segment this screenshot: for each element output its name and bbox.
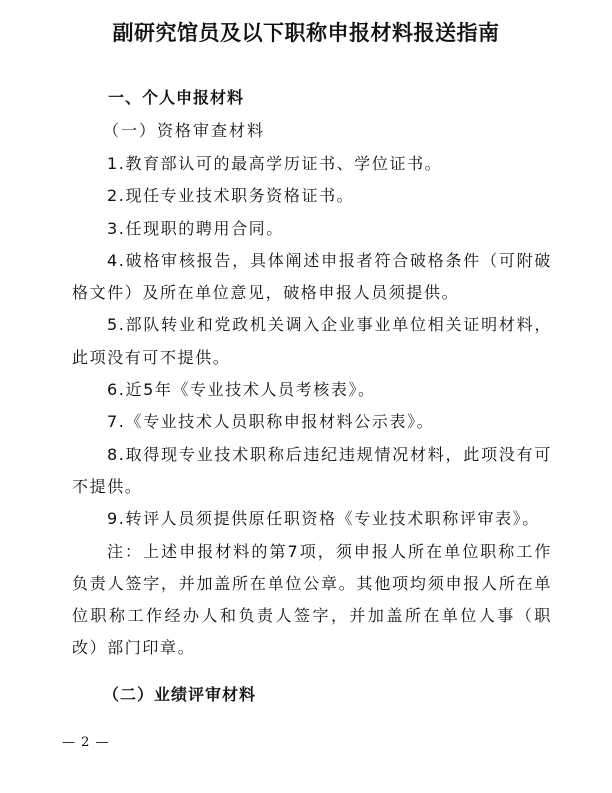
page-number: — 2 — [62, 735, 110, 750]
list-item-3: 3.任现职的聘用合同。 [107, 218, 284, 238]
subsection-heading-qualification-review: （一）资格审查材料 [103, 121, 266, 140]
subsection-heading-performance-review: （二）业绩评审材料 [103, 685, 257, 704]
list-item-2: 2.现任专业技术职务资格证书。 [107, 186, 355, 206]
section-heading-personal-materials: 一、个人申报材料 [108, 88, 245, 107]
list-item-7: 7.《专业技术人员职称申报材料公示表》。 [107, 412, 435, 432]
list-item-9: 9.转评人员须提供原任职资格《专业技术职称评审表》。 [107, 509, 540, 529]
materials-note: 注：上述申报材料的第7项，须申报人所在单位职称工作负责人签字，并加盖所在单位公章。其他项均须申报人所在单位职称工作经办人和负责人签字，并加盖所在单位人事（职改）部门印章。 [72, 541, 552, 658]
qualification-materials-list [72, 148, 552, 665]
list-item-4: 4.破格审核报告，具体阐述申报者符合破格条件（可附破格文件）及所在单位意见，破格申报人员须提供。 [72, 250, 552, 303]
list-item-5: 5.部队转业和党政机关调入企业事业单位相关证明材料，此项没有可不提供。 [72, 315, 552, 367]
list-item-1: 1.教育部认可的最高学历证书、学位证书。 [107, 154, 443, 173]
page-title: 副研究馆员及以下职称申报材料报送指南 [112, 20, 500, 45]
list-item-6: 6.近5年《专业技术人员考核表》。 [107, 380, 376, 400]
list-item-8: 8.取得现专业技术职称后违纪违规情况材料，此项没有可不提供。 [72, 444, 552, 496]
